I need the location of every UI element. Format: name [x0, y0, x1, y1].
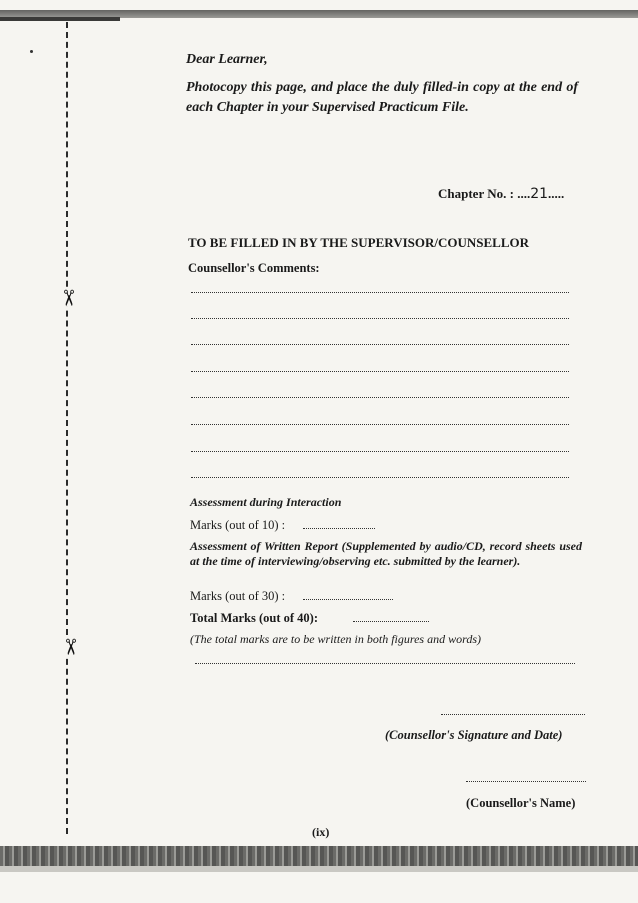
scan-bottom-edge: [0, 846, 638, 868]
written-report-assessment: Assessment of Written Report (Supplemented by audio/CD, record sheets used at the time of interviewing/observing etc. submitted by the learner).: [190, 539, 582, 568]
scissors-icon: ✂: [57, 637, 83, 657]
comment-line[interactable]: [191, 292, 569, 293]
comment-line[interactable]: [191, 424, 569, 425]
comment-line[interactable]: [191, 344, 569, 345]
chapter-label: Chapter No. :: [438, 186, 514, 201]
marks-in-words-line[interactable]: [195, 663, 575, 664]
page-number: (ix): [312, 825, 330, 839]
counsellor-name-label: (Counsellor's Name): [466, 796, 576, 810]
section-heading: TO BE FILLED IN BY THE SUPERVISOR/COUNSELLOR: [188, 235, 530, 250]
chapter-value[interactable]: 21: [530, 186, 549, 202]
marks-out-of-30: Marks (out of 30) :: [190, 589, 286, 603]
comment-line[interactable]: [191, 318, 569, 319]
signature-date-line[interactable]: [441, 714, 585, 715]
interaction-assessment-heading: Assessment during Interaction: [190, 495, 342, 509]
marks-30-field[interactable]: [303, 599, 393, 600]
instructions: Photocopy this page, and place the duly filled-in copy at the end of each Chapter in your Supervised Practicum File.: [186, 80, 578, 115]
signature-date-label: (Counsellor's Signature and Date): [385, 728, 563, 742]
greeting: Dear Learner,: [186, 52, 268, 67]
total-marks: Total Marks (out of 40):: [190, 611, 319, 625]
scan-top-edge-shadow: [0, 17, 120, 21]
scissors-icon: ✂: [55, 288, 81, 308]
scan-speck: [30, 50, 33, 53]
comment-line[interactable]: [191, 371, 569, 372]
marks-out-of-10: Marks (out of 10) :: [190, 518, 286, 532]
counsellor-name-line[interactable]: [466, 781, 586, 782]
comments-label: Counsellor's Comments:: [188, 261, 320, 275]
chapter-number: Chapter No. : ....21.....: [438, 186, 565, 202]
marks-note: (The total marks are to be written in both figures and words): [190, 632, 481, 646]
comment-line[interactable]: [191, 397, 569, 398]
scan-bottom-edge-shadow: [0, 866, 638, 872]
total-marks-field[interactable]: [353, 621, 429, 622]
comment-line[interactable]: [191, 477, 569, 478]
cut-along-line: [66, 22, 68, 834]
comment-line[interactable]: [191, 451, 569, 452]
marks-10-field[interactable]: [303, 528, 375, 529]
